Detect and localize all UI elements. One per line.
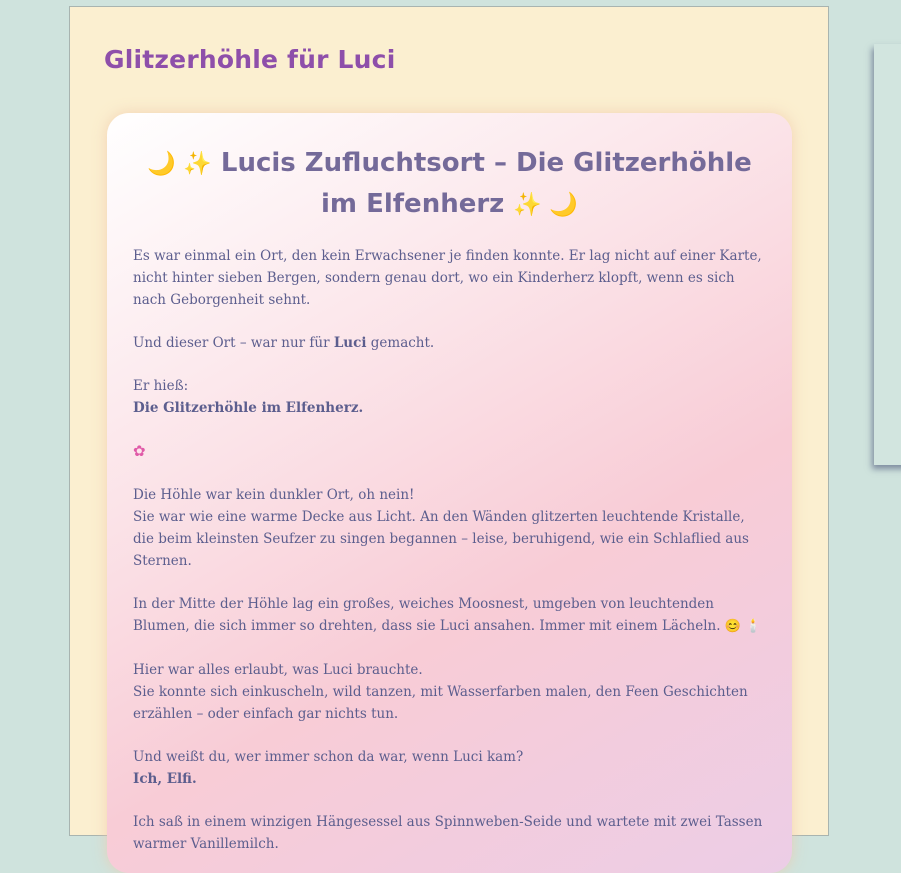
story-paragraph-7 — [133, 746, 766, 790]
p2-text-after: gemacht. — [366, 335, 435, 351]
story-paragraph-3 — [133, 375, 766, 419]
moon-sparkle-emoji-left: 🌙 ✨ — [147, 151, 212, 177]
p2-text-before: Und dieser Ort – war nur für — [133, 335, 334, 351]
story-paragraph-6 — [133, 659, 766, 725]
sparkle-moon-emoji-right: ✨ 🌙 — [513, 192, 578, 218]
document-page — [69, 6, 829, 852]
p4-line-1: Die Höhle war kein dunkler Ort, oh nein! — [133, 487, 415, 503]
p2-luci-bold: Luci — [333, 335, 367, 351]
p5-text: In der Mitte der Höhle lag ein großes, weiches Moosnest, umgeben von leuchtenden Blumen, die sich immer so drehten, dass sie Luci ansahen. Immer mit einem Lächeln. — [133, 596, 721, 634]
story-paragraph-5 — [133, 593, 766, 638]
page-title: Glitzerhöhle für Luci — [104, 45, 396, 74]
story-title — [133, 143, 766, 225]
smile-candle-emoji: 😊 🕯️ — [724, 619, 762, 634]
p4-line-2: Sie war wie eine warme Decke aus Licht. An den Wänden glitzerten leuchtende Kristalle, die beim kleinsten Seufzer zu singen begannen – leise, beruhigend, wie ein Schlaflied aus Sternen. — [133, 509, 749, 569]
flower-divider — [133, 440, 766, 463]
flower-icon: ✿ — [133, 442, 146, 460]
p7-line-1: Und weißt du, wer immer schon da war, wenn Luci kam? — [133, 749, 524, 765]
story-paragraph-4 — [133, 484, 766, 572]
side-panel — [874, 44, 901, 465]
story-card — [107, 113, 792, 873]
p3-line-1: Er hieß: — [133, 378, 189, 394]
p3-place-name: Die Glitzerhöhle im Elfenherz. — [133, 400, 364, 416]
p7-elfi-bold: Ich, Elfi. — [133, 771, 197, 787]
story-paragraph-2 — [133, 332, 766, 354]
p6-line-2: Sie konnte sich einkuscheln, wild tanzen, mit Wasserfarben malen, den Feen Geschichten erzählen – oder einfach gar nichts tun. — [133, 684, 748, 722]
story-title-text: Lucis Zufluchtsort – Die Glitzerhöhle im Elfenherz — [220, 148, 752, 219]
p6-line-1: Hier war alles erlaubt, was Luci brauchte. — [133, 662, 423, 678]
story-paragraph-8: Ich saß in einem winzigen Hängesessel aus Spinnweben-Seide und wartete mit zwei Tassen warmer Vanillemilch. — [133, 814, 763, 852]
story-paragraph-1: Es war einmal ein Ort, den kein Erwachsener je finden konnte. Er lag nicht auf einer Karte, nicht hinter sieben Bergen, sondern genau dort, wo ein Kinderherz klopft, wenn es sich nach Geborgenheit sehnt. — [133, 248, 762, 308]
